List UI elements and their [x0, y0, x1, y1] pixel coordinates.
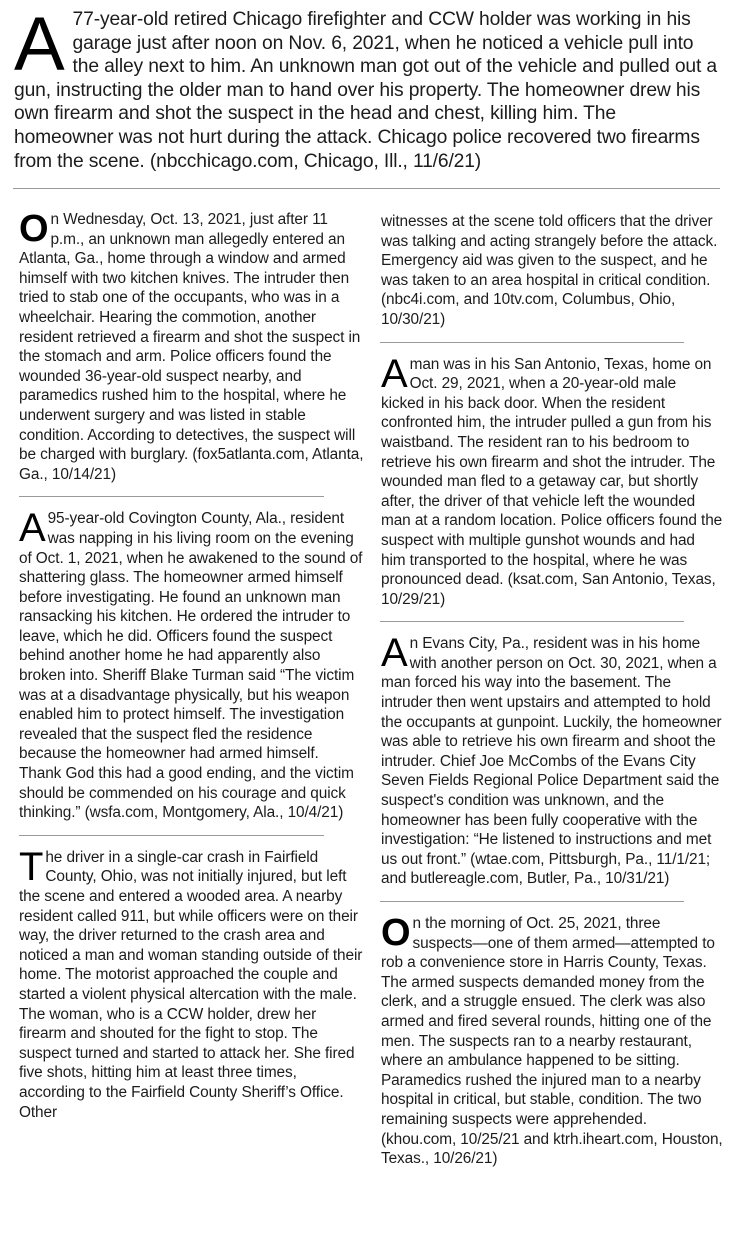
story-divider [19, 835, 324, 836]
story-text: witnesses at the scene told officers that the driver was talking and acting strangely before the attack. Emergency aid was given to the suspect, and he was taken to an area hospital in critical condition. (nbc4i.com, and 10tv.com, Columbus, Ohio, 10/30/21) [381, 213, 718, 328]
story-divider [19, 496, 324, 497]
story-divider [380, 901, 684, 902]
story-fairfield-continued [381, 212, 723, 330]
story-harris-county [381, 914, 723, 1169]
story-text: he driver in a single-car crash in Fairfield County, Ohio, was not initially injured, but left the scene and entered a wooded area. A nearby resident called 911, but while officers were on their way, the driver returned to the crash area and noticed a man and woman standing outside of their home. The motorist approached the couple and started a violent physical altercation with the male. The woman, who is a CCW holder, drew her firearm and shouted for the fight to stop. The suspect turned and started to attack her. She fired five shots, hitting him at least three times, according to the Fairfield County Sheriff’s Office. Other [19, 848, 363, 1121]
story-text: 95-year-old Covington County, Ala., resident was napping in his living room on the evening of Oct. 1, 2021, when he awakened to the sound of shattering glass. The homeowner armed himself before investigating. He found an unknown man ransacking his kitchen. He ordered the intruder to leave, which he did. Officers found the suspect behind another home he had apparently also broken into. Sheriff Blake Turman said “The victim was at a disadvantage physically, but his weapon enabled him to protect himself. The investigation revealed that the suspect fled the residence because the homeowner had armed himself. Thank God this had a good ending, and the victim should be commended on his courage and quick thinking.” (wsfa.com, Montgomery, Ala., 10/4/21) [19, 510, 363, 822]
drop-cap: O [19, 208, 49, 250]
story-divider [380, 342, 684, 343]
drop-cap: A [381, 351, 408, 396]
story-fairfield [19, 844, 364, 1122]
story-evans-city [381, 631, 723, 889]
right-column [381, 212, 723, 1169]
story-text: man was in his San Antonio, Texas, home on Oct. 29, 2021, when a 20-year-old male kicked in his back door. When the resident confronted him, the intruder pulled a gun from his waistband. The resident ran to his bedroom to retrieve his own firearm and shot the intruder. The wounded man fled to a getaway car, but shortly after, the driver of that vehicle left the wounded man at a random location. Police officers found the suspect with multiple gunshot wounds and had him transported to the hospital, where he was pronounced dead. (ksat.com, San Antonio, Texas, 10/29/21) [381, 355, 723, 608]
lead-story [14, 2, 720, 173]
drop-cap: T [19, 844, 44, 889]
drop-cap: A [14, 2, 65, 87]
drop-cap: A [381, 631, 408, 676]
story-divider [380, 621, 684, 622]
story-san-antonio [381, 351, 723, 610]
drop-cap: O [381, 912, 411, 954]
story-atlanta [19, 210, 364, 484]
left-column [19, 210, 364, 1122]
section-divider [13, 188, 720, 189]
story-text: n Evans City, Pa., resident was in his home with another person on Oct. 30, 2021, when a man forced his way into the basement. The intruder then went upstairs and attempted to hold the occupants at gunpoint. Luckily, the homeowner was able to retrieve his own firearm and shoot the intruder. Chief Joe McCombs of the Evans City Seven Fields Regional Police Department said the suspect's condition was unknown, and the homeowner has been fully cooperative with the investigation: “He listened to instructions and met us out front.” (wtae.com, Pittsburgh, Pa., 11/1/21; and butlereagle.com, Butler, Pa., 10/31/21) [381, 635, 722, 888]
drop-cap: A [19, 506, 46, 551]
story-covington [19, 506, 364, 823]
story-text: n the morning of Oct. 25, 2021, three suspects—one of them armed—attempted to rob a convenience store in Harris County, Texas. The armed suspects demanded money from the clerk, and a struggle ensued. The clerk was also armed and fired several rounds, hitting one of the men. The suspects ran to a nearby restaurant, where an ambulance happened to be sitting. Paramedics rushed the injured man to a nearby hospital in critical, but stable, condition. The two remaining suspects were apprehended. (khou.com, 10/25/21 and ktrh.iheart.com, Houston, Texas., 10/26/21) [381, 915, 723, 1168]
story-text: n Wednesday, Oct. 13, 2021, just after 11 p.m., an unknown man allegedly entered an Atlanta, Ga., home through a window and armed himself with two kitchen knives. The intruder then tried to stab one of the occupants, who was in a wheelchair. Hearing the commotion, another resident retrieved a firearm and shot the suspect in the stomach and arm. Police officers found the wounded 36-year-old suspect nearby, and paramedics rushed him to the hospital, where he underwent surgery and was listed in stable condition. According to detectives, the suspect will be charged with burglary. (fox5atlanta.com, Atlanta, Ga., 10/14/21) [19, 211, 364, 483]
story-text: 77-year-old retired Chicago firefighter and CCW holder was working in his garage just after noon on Nov. 6, 2021, when he noticed a vehicle pull into the alley next to him. An unknown man got out of the vehicle and pulled out a gun, instructing the older man to hand over his property. The homeowner drew his own firearm and shot the suspect in the head and chest, killing him. The homeowner was not hurt during the attack. Chicago police recovered two firearms from the scene. (nbcchicago.com, Chicago, Ill., 11/6/21) [14, 9, 717, 172]
